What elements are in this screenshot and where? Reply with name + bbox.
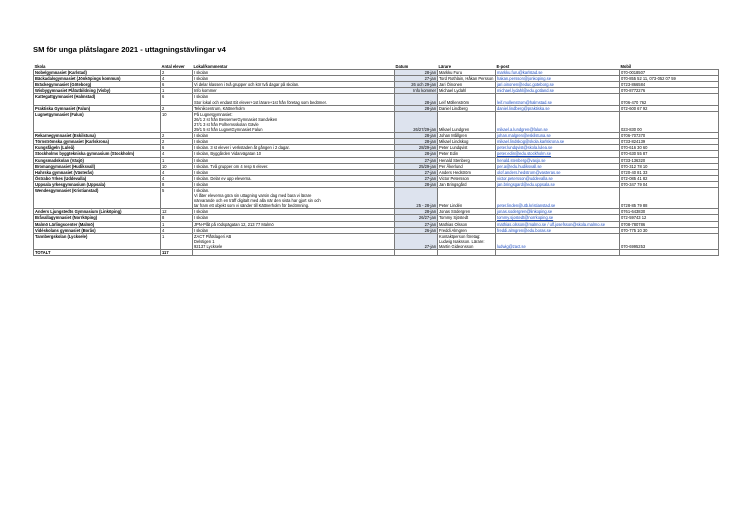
header-date: Datum xyxy=(395,64,438,70)
school-cell: Bråvallagymnasiet (Norrköping) xyxy=(34,215,161,221)
mobile-cell-line: 0706-707370 xyxy=(621,133,646,139)
school-cell: Anders Ljungstedts Gymnasium (Linköping) xyxy=(34,209,161,215)
email-cell[interactable] xyxy=(496,111,620,132)
count-cell: 2 xyxy=(161,105,193,111)
count-cell: 2 xyxy=(161,139,193,145)
mobile-cell-line: 0723-866584 xyxy=(621,82,646,88)
date-value: 28-jan xyxy=(424,99,436,105)
header-location: Lokal/kommentar xyxy=(193,64,395,70)
school-cell: Nobelgymnasiet (Karlstad) xyxy=(34,70,161,76)
teacher-cell-line: Anders Hedström xyxy=(439,169,471,175)
email-cell-line[interactable]: victor.petersson@uddevalla.se xyxy=(497,175,553,181)
location-cell xyxy=(193,187,395,208)
date-value: 26/27-jan xyxy=(418,215,436,221)
count-cell: 1 xyxy=(161,157,193,163)
location-cell-line: I skolan xyxy=(194,181,209,187)
date-value: 27-jan xyxy=(424,157,436,163)
teacher-cell-line: Jan Bringsgård xyxy=(439,181,467,187)
mobile-cell-line: 070-6995253 xyxy=(621,243,646,249)
school-cell: Stockholms byggtekniska gymnasium (Stockholm) xyxy=(34,151,161,157)
email-cell[interactable] xyxy=(496,187,620,208)
date-value: 27-jan xyxy=(424,243,436,249)
location-cell-line: 27/1 3 st från Polhemsskolan Gävle xyxy=(194,121,259,127)
mobile-cell xyxy=(620,94,719,105)
teacher-cell xyxy=(438,76,496,82)
school-cell: Rekarnegymnasiet (Eskilstuna) xyxy=(34,133,161,139)
count-cell: 10 xyxy=(161,163,193,169)
table-row xyxy=(34,94,719,105)
school-cell: Wisbygymnasiet Plåtutbildning (Visby) xyxy=(34,88,161,94)
page-title: SM för unga plåtslagare 2021 - uttagningstävlingar v4 xyxy=(33,45,226,54)
teacher-cell-line: Henald Stenberg xyxy=(439,157,470,163)
date-value: 26 och 29-jan xyxy=(411,82,436,88)
email-cell-line[interactable]: daniel.lindberg@praktiska.se xyxy=(497,105,550,111)
table-row xyxy=(34,111,719,132)
email-cell[interactable] xyxy=(496,94,620,105)
teacher-cell-line: Jonas Södergren xyxy=(439,209,471,215)
location-cell-line: Info kommer xyxy=(194,88,217,94)
school-cell: Uppsala yrkesgymnasium (Uppsala) xyxy=(34,181,161,187)
header-email: E-post xyxy=(496,64,620,70)
date-value: 27-jan xyxy=(424,76,436,82)
email-cell-line[interactable]: michael.lydahl@edu.gotland.se xyxy=(497,88,554,94)
email-cell[interactable] xyxy=(496,221,620,227)
location-cell-line: I skolan xyxy=(194,76,209,82)
school-cell: Praktiska Gymnasiet (Falun) xyxy=(34,105,161,111)
teacher-cell-line: Tommy Sjöstedt xyxy=(439,215,469,221)
count-cell: 6 xyxy=(161,145,193,151)
date-cell xyxy=(395,111,438,132)
mobile-cell xyxy=(620,187,719,208)
teacher-cell-line: Markku Furu xyxy=(439,70,462,76)
location-cell-line: 26/1 2 st från BessemerGymnasiet Sandviken xyxy=(194,116,278,122)
email-cell[interactable] xyxy=(496,233,620,249)
location-cell-line: 29/1 5 st från LugnetGymnasiet Falun xyxy=(194,127,263,133)
location-cell-line: tar fram ett objekt som vi sänder till Kättnerholm för bedömning. xyxy=(194,203,310,209)
location-cell-line: närvarande och en träff digitalt med alla när den sista har gjort sin och xyxy=(194,198,321,204)
date-value: 28-jan xyxy=(424,133,436,139)
mobile-cell-line: 0728-85 79 88 xyxy=(621,203,648,209)
header-count: Antal elever xyxy=(161,64,193,70)
mobile-cell-line: 072-600 67 92 xyxy=(621,105,648,111)
date-value: 28-jan xyxy=(424,151,436,157)
mobile-cell-line: 072-085 41 82 xyxy=(621,175,648,181)
date-value: 27-jan xyxy=(424,221,436,227)
teacher-cell-line: Martin Gideonsson xyxy=(439,243,474,249)
count-cell: 6 xyxy=(161,94,193,105)
location-cell-line: I skolan xyxy=(194,133,209,139)
mobile-cell-line: 070-312 78 10 xyxy=(621,163,648,169)
mobile-cell-line: 070-347 79 04 xyxy=(621,181,648,187)
email-cell-line[interactable]: peter.edin@edu.stockholm.se xyxy=(497,151,551,157)
competition-table xyxy=(33,64,719,256)
teacher-cell-line: Mikael Lundgren xyxy=(439,127,470,133)
email-cell-line[interactable]: peter.linden@utb.kristianstad.se xyxy=(497,203,556,209)
count-cell: 4 xyxy=(161,175,193,181)
email-cell-line[interactable]: freddi.almgren@edu.boras.se xyxy=(497,227,551,233)
date-value: 28-jan xyxy=(424,181,436,187)
teacher-cell xyxy=(438,94,496,105)
header-mobile: Mobil xyxy=(620,64,719,70)
location-cell-line: Vi delar klassen i två grupper och kör två dagar på skolan. xyxy=(194,82,300,88)
school-cell: Bräckegymnasiet (Göteborg) xyxy=(34,82,161,88)
count-cell: 8 xyxy=(161,181,193,187)
school-cell: Vidéskolans gymnasiet (Borås) xyxy=(34,227,161,233)
date-value: 26-jan xyxy=(424,227,436,233)
location-cell xyxy=(193,233,395,249)
count-cell: 12 xyxy=(161,209,193,215)
mobile-cell-line: 070-8772276 xyxy=(621,88,646,94)
mobile-cell-line: 070-775 10 30 xyxy=(621,227,648,233)
email-cell-line[interactable]: jari.oinonen@educ.goteborg.se xyxy=(497,82,554,88)
email-cell-line[interactable]: mikael.lindskog@skola.karlskrona.se xyxy=(497,139,565,145)
location-cell-line: JPN-Plåt på rödspägatan 12, 213 77 Malmö xyxy=(194,221,274,227)
mobile-cell-line: 0733-824139 xyxy=(621,139,646,145)
date-value: 28-jan xyxy=(424,105,436,111)
mobile-cell-line: 070-855 52 11, 073-052 07 59 xyxy=(621,76,676,82)
location-cell-line: I skolan, Byggården Vidarvägatan 10 xyxy=(194,151,262,157)
teacher-cell-line: Freddi Almgren xyxy=(439,227,467,233)
location-cell-line: I skolan xyxy=(194,227,209,233)
email-cell-line[interactable]: johan.malgren@eskilstuna.se xyxy=(497,133,551,139)
count-cell: 2 xyxy=(161,70,193,76)
mobile-cell-line: 072-59743 12 xyxy=(621,215,647,221)
teacher-cell-line: Ludwig Isaksson. Lärare: xyxy=(439,238,485,244)
count-cell: 4 xyxy=(161,169,193,175)
school-cell: Lugnetgymnasiet (Falun) xyxy=(34,111,161,132)
location-cell-line: I skolan xyxy=(194,209,209,215)
date-value: 28/29-jan xyxy=(418,145,436,151)
school-cell: Törnströmska gymnasiet (Karlskrona) xyxy=(34,139,161,145)
date-value: Info kommer xyxy=(413,88,436,94)
email-cell-line[interactable]: olof.anders.hedstrom@vasteras.se xyxy=(497,169,561,175)
table-body xyxy=(34,70,719,250)
mobile-cell-line: 023-830 00 xyxy=(621,127,642,133)
mobile-cell-line: 0708-780786 xyxy=(621,221,646,227)
mobile-cell xyxy=(620,233,719,249)
school-cell: Tannbergskolan (Lycksele) xyxy=(34,233,161,249)
table-row xyxy=(34,187,719,208)
date-value: 28-jan xyxy=(424,139,436,145)
count-cell: 1 xyxy=(161,221,193,227)
teacher-cell-line: Michael Lydahl xyxy=(439,88,467,94)
teacher-cell-line: Mathias Olsson xyxy=(439,221,468,227)
mobile-cell xyxy=(620,111,719,132)
school-cell: Hahrska gymnasiet (Västerås) xyxy=(34,169,161,175)
location-cell-line: I skolan. 3 st elever i verkstaden åt gången i 2 dagar. xyxy=(194,145,290,151)
school-cell: Kattegattgymnasiet (Halmstad) xyxy=(34,94,161,105)
teacher-cell-line: Peter Lindén xyxy=(439,203,463,209)
email-cell-line[interactable]: jan.bringsgard@edu.uppsala.se xyxy=(497,181,555,187)
location-cell-line: I skolan. Delar ev upp eleverna. xyxy=(194,175,252,181)
mobile-cell-line: 0761-643830 xyxy=(621,209,646,215)
school-cell: Kungsfågeln (Luleå) xyxy=(34,145,161,151)
location-cell xyxy=(193,94,395,105)
location-cell-line: I skolan. xyxy=(194,187,210,193)
header-school: Skola xyxy=(34,64,161,70)
count-cell: 4 xyxy=(161,227,193,233)
location-cell-line: I skolan xyxy=(194,169,209,175)
location-cell-line: 92137 Lycksele xyxy=(194,243,223,249)
total-row xyxy=(34,250,719,256)
teacher-cell-line: Jari Öinonen xyxy=(439,82,463,88)
count-cell: 6 xyxy=(161,82,193,88)
count-cell: 5 xyxy=(161,187,193,208)
location-cell-line: I skolan xyxy=(194,94,209,100)
date-value: 25/29-jan xyxy=(418,163,436,169)
email-cell-line[interactable]: per.a@edu.hudiksvall.se xyxy=(497,163,542,169)
mobile-cell-line: 070-616 30 60 xyxy=(621,145,648,151)
email-cell-line[interactable]: hakan.persson@jonkoping.se xyxy=(497,76,551,82)
count-cell: 8 xyxy=(161,215,193,221)
email-cell-line[interactable]: jonas.sodergren@linkoping.se xyxy=(497,209,553,215)
teacher-cell-line: Leif Möllenström xyxy=(439,99,470,105)
total-label: TOTALT xyxy=(34,250,161,256)
school-cell: Bäckadalsgymnasiet (Jönköpings kommun) xyxy=(34,76,161,82)
location-cell-line: Delstigen 1 xyxy=(194,238,215,244)
count-cell: 2 xyxy=(161,133,193,139)
email-cell-line[interactable]: tommy.sjostedt@norrkoping.se xyxy=(497,215,554,221)
teacher-cell-line: Peter Edin xyxy=(439,151,459,157)
email-cell-line[interactable]: ludwig@zact.se xyxy=(497,243,526,249)
school-cell: Wendesgymnasiet (Kristianstad) xyxy=(34,187,161,208)
mobile-cell-line: 070-630 55 87 xyxy=(621,151,648,157)
email-cell-line[interactable]: henald.stenberg@vaxjo.se xyxy=(497,157,546,163)
mobile-cell-line: 070-0018507 xyxy=(621,70,646,76)
location-cell-line: I skolan xyxy=(194,157,209,163)
location-cell-line: I skolan xyxy=(194,139,209,145)
location-cell-line: Stor lokal och endast Eit elever+1st lärare+1st från företag som bedömer. xyxy=(194,99,327,105)
school-cell: Östrabo Yrkes (Uddevalla) xyxy=(34,175,161,181)
mobile-cell-line: 0706-470 762 xyxy=(621,99,647,105)
mobile-cell-line: 0733-136320 xyxy=(621,157,646,163)
teacher-cell-line: Johan Mållgren xyxy=(439,133,467,139)
count-cell: 10 xyxy=(161,111,193,132)
teacher-cell-line: Victor Petersson xyxy=(439,175,469,181)
date-cell xyxy=(395,187,438,208)
date-value: 25 - 28-jan xyxy=(416,203,436,209)
teacher-cell-line: Daniel Lindberg xyxy=(439,105,468,111)
location-cell-line: På Lugnetgymnasiet: xyxy=(194,111,233,117)
location-cell-line: I skolan. Två grupper om 4 resp 6 elever. xyxy=(194,163,269,169)
count-cell: 4 xyxy=(161,76,193,82)
school-cell: Bromangymnasiet (Hudiksvall) xyxy=(34,163,161,169)
location-cell-line: ZACT Plåtslageri AB xyxy=(194,233,232,239)
location-cell-line: I skolan xyxy=(194,215,209,221)
date-value: 27-jan xyxy=(424,175,436,181)
email-cell-line[interactable]: mikael.a.lundgren@falun.se xyxy=(497,127,548,133)
date-value: 26/27/29-jan xyxy=(413,127,436,133)
email-cell-line[interactable]: mathias.olsson@malmo.se / ulf.josefsson@skola.malmo.se xyxy=(497,221,605,227)
location-cell-line: I skolan xyxy=(194,70,209,76)
mobile-cell-line: 0720-40 81 33 xyxy=(621,169,648,175)
count-cell: 1 xyxy=(161,233,193,249)
teacher-cell xyxy=(438,233,496,249)
date-value: 28-jan xyxy=(424,209,436,215)
location-cell-line: Vi låter eleverna göra sin uttagning varsin dag med bara vi lärare xyxy=(194,193,312,199)
date-value: 28-jan xyxy=(424,70,436,76)
teacher-cell-line: Per Åkerlund xyxy=(439,163,463,169)
teacher-cell xyxy=(438,111,496,132)
school-cell: Kungsmadskolan (Växjö) xyxy=(34,157,161,163)
teacher-cell xyxy=(438,187,496,208)
date-value: 27-jan xyxy=(424,169,436,175)
total-count: 117 xyxy=(161,250,193,256)
teacher-cell-line: Mikael Lindskog xyxy=(439,139,469,145)
email-cell-line[interactable]: markku.furu@karlstad.se xyxy=(497,70,543,76)
teacher-cell-line: Peter Lundqvist xyxy=(439,145,468,151)
table-row xyxy=(34,233,719,249)
header-teacher: Lärare xyxy=(438,64,496,70)
date-cell xyxy=(395,233,438,249)
date-cell xyxy=(395,94,438,105)
teacher-cell-line: Tord Rothlain, Håkan Persson xyxy=(439,76,494,82)
teacher-cell-line: Kontaktperson företag: xyxy=(439,233,481,239)
school-cell: Malmö Lärlingscenter (Malmö) xyxy=(34,221,161,227)
email-cell-line[interactable]: leif.mollenstrom@halmstad.se xyxy=(497,99,552,105)
location-cell-line: Teknikcentrum, Kättnerholm xyxy=(194,105,245,111)
email-cell-line[interactable]: peter.lundqvist@skola.lulea.se xyxy=(497,145,553,151)
count-cell: 1 xyxy=(161,88,193,94)
count-cell: 4 xyxy=(161,151,193,157)
location-cell xyxy=(193,111,395,132)
